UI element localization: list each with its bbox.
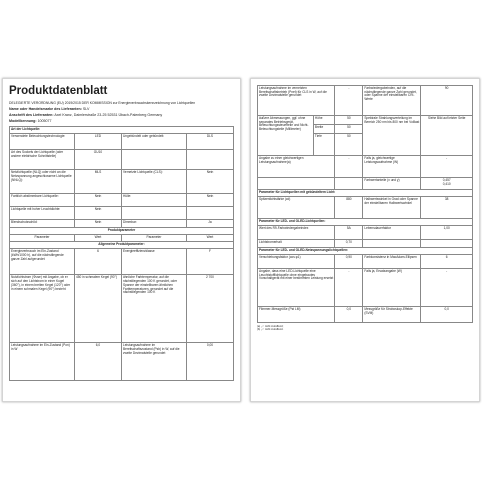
color-tunable-value: Nein <box>74 194 121 207</box>
dim-width-value: 50 <box>335 125 363 134</box>
dim-height-label: Höhe <box>313 116 335 125</box>
footnote-b: (b) „-“: nicht zutreffend. <box>257 328 284 332</box>
energy-class-label: Energieeffizienzklasse <box>121 249 186 275</box>
stroboscopic-metric-label: Messgröße für Stroboskop-Effekte (SVM) <box>363 307 421 323</box>
light-source-table <box>9 126 234 381</box>
regulation-intro: DELEGIERTE VERORDNUNG (EU) 2019/2015 DER KOMMISSION zur Energieverbrauchskennzeichnung von Lichtquellen <box>9 101 196 105</box>
r9-value: 5A <box>335 226 363 240</box>
high-luminance-label: Lichtquelle mit hoher Leuchtdichte: <box>10 207 75 220</box>
displacement-factor-label: Verschiebungsfaktor (cos φ1) <box>258 255 335 269</box>
document-title: Produktdatenblatt <box>9 85 108 97</box>
param-col-header: Parameter <box>10 235 75 242</box>
cri-value: 90 <box>421 86 473 116</box>
survival-factor-value: 1,00 <box>421 226 473 240</box>
cap-value: GU10 <box>74 150 121 170</box>
equivalent-power-right-value: - <box>421 156 473 178</box>
directional-params-heading: Parameter für Lichtquellen mit gebündeltem Licht: <box>258 190 473 197</box>
dimmable-label: Dimmbar: <box>121 220 186 228</box>
replacement-claim-label: Angabe, dass eine LED-Lichtquelle eine Leuchtstofflichtquelle ohne eingebautes Vorschaltgerät mit einer bestimmten Leistung ersetzt <box>258 269 335 307</box>
connected-value: Nein <box>186 170 233 194</box>
model-row <box>9 119 234 125</box>
datasheet-page-2 <box>250 78 480 402</box>
parameters-table-continued <box>257 85 473 323</box>
equivalent-power-right-label: Falls ja, gleichwertige Leistungsaufnahme (W) <box>363 156 421 178</box>
color-consistency-value: 6 <box>421 255 473 269</box>
on-mode-power-label: Leistungsaufnahme im Ein-Zustand (Pon) in W <box>10 343 75 381</box>
outer-dimensions-label: äußere Abmessungen, ggf. ohne separates Betriebsgerät, Beleuchtungssteuerteile und Nicht-Beleuchtungsteile (Millimeter) <box>258 116 314 156</box>
cap-label: Art des Sockels der Lichtquelle (oder andere elektrische Schnittstelle) <box>10 150 75 170</box>
standby-power-value: 0,00 <box>186 343 233 381</box>
light-source-type-heading: Art der Lichtquelle: <box>10 127 234 134</box>
chromaticity-values <box>421 178 473 190</box>
lumen-maintenance-value: 0,70 <box>335 240 363 248</box>
dim-width-label: Breite <box>313 125 335 134</box>
supplier-name-label: Name oder Handelsmarke des Lieferanten: <box>9 107 82 112</box>
spectral-distribution-value: Siehe Bild auf letzter Seite <box>421 116 473 156</box>
supplier-name: SLV <box>82 107 90 112</box>
networked-standby-label: Leistungsaufnahme im vernetzten Bereitschaftsbetrieb (Pnet) für CLS in W, auf die zweite Dezimalstelle gerundet <box>258 86 335 116</box>
envelope-value: Nein <box>186 194 233 207</box>
value-col-header-2: Wert <box>186 235 233 242</box>
equivalent-power-value: - <box>335 156 363 178</box>
useful-flux-value: 450 in schmalem Kegel (90°) <box>74 275 121 343</box>
r9-label: Wert des R9-Farbwiedergabeindex <box>258 226 335 240</box>
param-col-header-2: Parameter <box>121 235 186 242</box>
high-luminance-value: Nein <box>74 207 121 220</box>
led-mains-params-heading: Parameter für LED- und OLED-Netzspannungslichtquellen: <box>258 248 473 255</box>
directional-value: DLS <box>186 134 233 150</box>
envelope-label: Hülle: <box>121 194 186 207</box>
useful-flux-label: Nutzlichtstrom (Φuse) mit Angabe, ob er sich auf den Lichtstrom in einer Kugel (360°), in einem breiten Kegel (120°) oder in einem schmalen Kegel (90°) bezieht <box>10 275 75 343</box>
displacement-factor-value: 0,90 <box>335 255 363 269</box>
on-mode-power-value: 6,0 <box>74 343 121 381</box>
flicker-metric-value: 0,0 <box>335 307 363 323</box>
lumen-maintenance-label: Lichtstromerhalt <box>258 240 335 248</box>
chromaticity-label: Farbwertanteile (x und y) <box>363 178 421 190</box>
equivalent-power-label: Angabe zu einer gleichwertigen Leistungsaufnahme(a) <box>258 156 335 178</box>
stroboscopic-metric-value: 0,0 <box>421 307 473 323</box>
color-consistency-label: Farbkonsistenz in MacAdam-Ellipsen <box>363 255 421 269</box>
led-params-heading: Parameter für LED- und OLED-Lichtquellen: <box>258 219 473 226</box>
energy-consumption-value: 6 <box>74 249 121 275</box>
mains-value: MLS <box>74 170 121 194</box>
energy-class-value: F <box>186 249 233 275</box>
dimmable-value: Ja <box>186 220 233 228</box>
directional-label: Ungebündelt oder gebündelt: <box>121 134 186 150</box>
beam-angle-label: Halbwertswinkel in Grad oder Spanne der einstellbaren Halbwertswinkel <box>363 197 421 219</box>
replacement-claim-right-label: Falls ja, Ersatzangabe (W) <box>363 269 421 307</box>
model-label: Modellkennung: <box>9 118 37 123</box>
standby-power-label: Leistungsaufnahme im Bereitschaftszustand (Psb) in W, auf die zweite Dezimalstelle gerundet <box>121 343 186 381</box>
model-id: 1005077 <box>37 118 52 123</box>
tech-label: Verwendete Beleuchtungstechnologie: <box>10 134 75 150</box>
dim-depth-value: 50 <box>335 134 363 156</box>
replacement-claim-value: - <box>335 269 363 307</box>
tech-value: LED <box>74 134 121 150</box>
spectral-distribution-label: Spektrale Strahlungsverteilung im Bereich 250 nm bis 800 nm bei Volllast <box>363 116 421 156</box>
connected-label: Vernetzte Lichtquelle (CLS): <box>121 170 186 194</box>
supplier-address: Axel Kranz, Daimlerstraße 23-25 52531 Übach-Palenberg Germany <box>54 113 163 117</box>
cct-label: ähnliche Farbtemperatur, auf die nächstliegenden 100 K gerundet, oder Spanne der einstellbaren ähnlichen Farbtemperaturen, gerundet auf die nächstliegenden 100 K <box>121 275 186 343</box>
replacement-claim-right-value: - <box>421 269 473 307</box>
value-col-header: Wert <box>74 235 121 242</box>
dim-height-value: 50 <box>335 116 363 125</box>
beam-angle-value: 38 <box>421 197 473 219</box>
chromaticity-y: 0,410 <box>442 181 451 186</box>
peak-intensity-label: Spitzenlichtstärke (cd) <box>258 197 335 219</box>
anti-glare-value: Nein <box>74 220 121 228</box>
color-tunable-label: Farblich abstimmbare Lichtquelle: <box>10 194 75 207</box>
anti-glare-label: Blendschutzschild: <box>10 220 75 228</box>
general-params-heading: Allgemeine Produktparameter: <box>10 242 234 249</box>
flicker-metric-label: Flimmer-Messgröße (Pst LM) <box>258 307 335 323</box>
supplier-address-label: Anschrift des Lieferanten: <box>9 113 54 117</box>
cct-value: 2 700 <box>186 275 233 343</box>
peak-intensity-value: 880 <box>335 197 363 219</box>
chromaticity-x: 0,457 <box>442 177 451 182</box>
footnote-a: (a) „-“: nicht zutreffend; <box>257 325 284 328</box>
dim-depth-label: Tiefe <box>313 134 335 156</box>
mains-label: Netzlichtquelle (NLQ) oder nicht an die Netzspannung angeschlossene Lichtquelle (NNLQ): <box>10 170 75 194</box>
cri-label: Farbwiedergabeindex, auf die nächstliegende ganze Zahl gerundet, oder Spanne der einstellbaren CRI-Werte <box>363 86 421 116</box>
networked-standby-value: - <box>335 86 363 116</box>
datasheet-page-1 <box>2 78 241 402</box>
energy-consumption-label: Energieverbrauch im Ein-Zustand (kWh/1000 h), auf die nächstliegende ganze Zahl aufgerundet <box>10 249 75 275</box>
survival-factor-label: Lebensdauerfaktor <box>363 226 421 240</box>
product-params-heading: Produktparameter <box>10 228 234 235</box>
